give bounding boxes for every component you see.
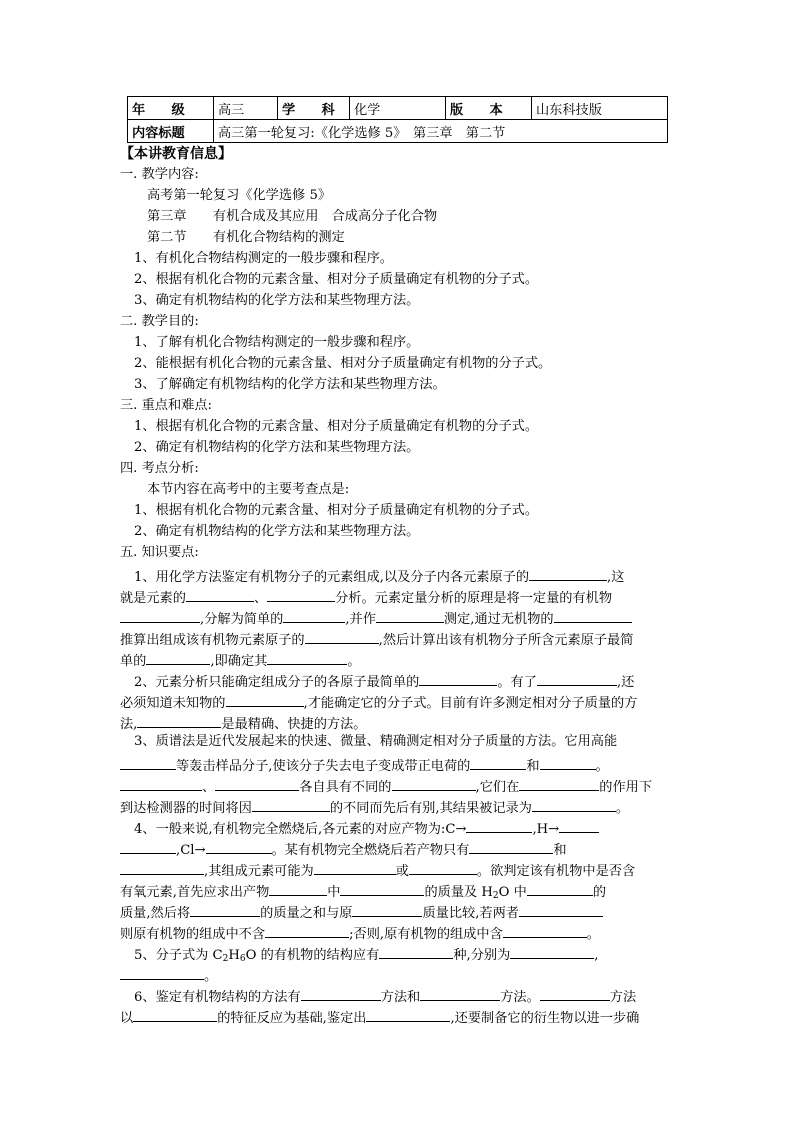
fill-in-line: 5、分子式为 $C_2H_6O$ 的有机物的结构应有 种,分别为 ,: [134, 944, 598, 967]
fill-in-line: 6、鉴定有机物结构的方法有 方法和 方法。 方法: [134, 986, 636, 1006]
fill-in-line: 就是元素的 、 分析。元素定量分析的原理是将一定量的有机物: [120, 587, 612, 607]
fill-in-line: 必须知道未知物的 ,才能确定它的分子式。目前有许多测定相对分子质量的方: [120, 692, 637, 712]
list-item: 3、确定有机物结构的化学方法和某些物理方法。: [134, 293, 420, 308]
answer-blank[interactable]: [376, 608, 444, 623]
list-item: 2、能根据有机化合物的元素含量、相对分子质量确定有机物的分子式。: [134, 356, 552, 371]
answer-blank[interactable]: [419, 671, 497, 686]
answer-blank[interactable]: [215, 776, 299, 791]
answer-blank[interactable]: [519, 902, 603, 917]
subject-label: 学 科: [278, 97, 350, 120]
header-row-2: [128, 120, 668, 143]
answer-blank[interactable]: [265, 923, 349, 938]
fill-in-line: 4、一般来说,有机物完全燃烧后,各元素的对应产物为:C→ ,H→: [134, 818, 599, 838]
content-line: 第二节 有机化合物结构的测定: [147, 230, 345, 245]
grade-label: 年 级: [128, 97, 214, 120]
answer-blank[interactable]: [503, 923, 587, 938]
answer-blank[interactable]: [120, 860, 204, 875]
edition-value: 山东科技版: [532, 97, 668, 120]
answer-blank[interactable]: [120, 776, 202, 791]
list-item: 1、有机化合物结构测定的一般步骤和程序。: [134, 251, 393, 266]
list-item: 1、根据有机化合物的元素含量、相对分子质量确定有机物的分子式。: [134, 419, 539, 434]
fill-in-line: 法, 是最精确、快捷的方法。: [120, 713, 366, 733]
answer-blank[interactable]: [420, 986, 500, 1001]
answer-blank[interactable]: [267, 587, 335, 602]
answer-blank[interactable]: [510, 944, 594, 959]
answer-blank[interactable]: [469, 839, 553, 854]
answer-blank[interactable]: [267, 650, 347, 665]
list-item: 2、确定有机物结构的化学方法和某些物理方法。: [134, 440, 420, 455]
answer-blank[interactable]: [529, 566, 607, 581]
answer-blank[interactable]: [466, 818, 532, 833]
answer-blank[interactable]: [305, 629, 379, 644]
fill-in-line: 质量,然后将 的质量之和与原 质量比较,若两者: [120, 902, 603, 922]
answer-blank[interactable]: [366, 1007, 450, 1022]
fill-in-line: 有氧元素,首先应求出产物 中 的质量及 $H_2O$ 中 的: [120, 881, 606, 904]
section-banner: 【本讲教育信息】: [120, 146, 232, 162]
answer-blank[interactable]: [133, 1007, 217, 1022]
answer-blank[interactable]: [120, 839, 176, 854]
answer-blank[interactable]: [137, 713, 221, 728]
fill-in-line: ,其组成元素可能为 或 。欲判定该有机物中是否含: [120, 860, 635, 880]
fill-in-line: 单的 ,即确定其 。: [120, 650, 361, 670]
answer-blank[interactable]: [540, 755, 596, 770]
answer-blank[interactable]: [340, 881, 424, 896]
fill-in-line: 1、用化学方法鉴定有机物分子的元素组成,以及分子内各元素原子的 ,这: [134, 566, 624, 586]
answer-blank[interactable]: [352, 902, 422, 917]
fill-in-line: 到达检测器的时间将因 的不同而先后有别,其结果被记录为 。: [120, 797, 629, 817]
fill-in-line: 以 的特征反应为基础,鉴定出 ,还要制备它的衍生物以进一步确: [120, 1007, 639, 1027]
list-item: 2、根据有机化合物的元素含量、相对分子质量确定有机物的分子式。: [134, 272, 539, 287]
list-item: 1、了解有机化合物结构测定的一般步骤和程序。: [134, 335, 420, 350]
answer-blank[interactable]: [206, 839, 272, 854]
section-heading-3: 三. 重点和难点:: [120, 398, 212, 413]
answer-blank[interactable]: [120, 608, 200, 623]
answer-blank[interactable]: [409, 860, 477, 875]
answer-blank[interactable]: [532, 797, 616, 812]
edition-label: 版 本: [446, 97, 532, 120]
section-heading-5: 五. 知识要点:: [120, 545, 199, 560]
content-line: 第三章 有机合成及其应用 合成高分子化合物: [147, 209, 438, 224]
answer-blank[interactable]: [252, 797, 330, 812]
answer-blank[interactable]: [301, 986, 381, 1001]
fill-in-line: 推算出组成该有机物元素原子的 ,然后计算出该有机物分子所含元素原子最简: [120, 629, 633, 649]
fill-in-line: ,分解为简单的 ,并作 测定,通过无机物的: [120, 608, 632, 628]
answer-blank[interactable]: [527, 881, 593, 896]
content-line: 本节内容在高考中的主要考查点是:: [147, 482, 350, 497]
header-table: [127, 96, 668, 143]
answer-blank[interactable]: [120, 965, 204, 980]
answer-blank[interactable]: [283, 608, 345, 623]
answer-blank[interactable]: [186, 587, 254, 602]
fill-in-line: 。: [120, 965, 217, 985]
content-title-label: 内容标题: [128, 120, 214, 143]
section-heading-1: 一. 教学内容:: [120, 167, 199, 182]
answer-blank[interactable]: [190, 902, 260, 917]
answer-blank[interactable]: [470, 755, 526, 770]
fill-in-line: 、 各自具有不同的 ,它们在 的作用下: [120, 776, 652, 796]
answer-blank[interactable]: [554, 608, 632, 623]
answer-blank[interactable]: [519, 776, 599, 791]
content-title-value: 高三第一轮复习:《化学选修 5》 第三章 第二节: [214, 120, 668, 143]
fill-in-line: 2、元素分析只能确定组成分子的各原子最简单的 。有了 ,还: [134, 671, 634, 691]
answer-blank[interactable]: [392, 776, 476, 791]
section-heading-4: 四. 考点分析:: [120, 461, 199, 476]
answer-blank[interactable]: [537, 671, 617, 686]
grade-value: 高三: [214, 97, 278, 120]
content-line: 高考第一轮复习《化学选修 5》: [147, 188, 332, 203]
answer-blank[interactable]: [269, 881, 327, 896]
answer-blank[interactable]: [226, 692, 304, 707]
answer-blank[interactable]: [146, 650, 210, 665]
fill-in-line: 3、质谱法是近代发展起来的快速、微量、精确测定相对分子质量的方法。它用高能: [134, 734, 618, 749]
answer-blank[interactable]: [314, 860, 396, 875]
subject-value: 化学: [350, 97, 446, 120]
answer-blank[interactable]: [379, 944, 453, 959]
list-item: 3、了解确定有机物结构的化学方法和某些物理方法。: [134, 377, 446, 392]
list-item: 1、根据有机化合物的元素含量、相对分子质量确定有机物的分子式。: [134, 503, 539, 518]
header-row-1: [128, 97, 668, 120]
answer-blank[interactable]: [559, 818, 599, 833]
fill-in-line: ,Cl→ 。某有机物完全燃烧后若产物只有 和: [120, 839, 567, 859]
list-item: 2、确定有机物结构的化学方法和某些物理方法。: [134, 524, 420, 539]
section-heading-2: 二. 教学目的:: [120, 314, 199, 329]
answer-blank[interactable]: [540, 986, 610, 1001]
fill-in-line: 等轰击样品分子,使该分子失去电子变成带正电荷的 和 。: [120, 755, 609, 775]
fill-in-line: 则原有机物的组成中不含 ;否则,原有机物的组成中含 。: [120, 923, 600, 943]
answer-blank[interactable]: [120, 755, 176, 770]
